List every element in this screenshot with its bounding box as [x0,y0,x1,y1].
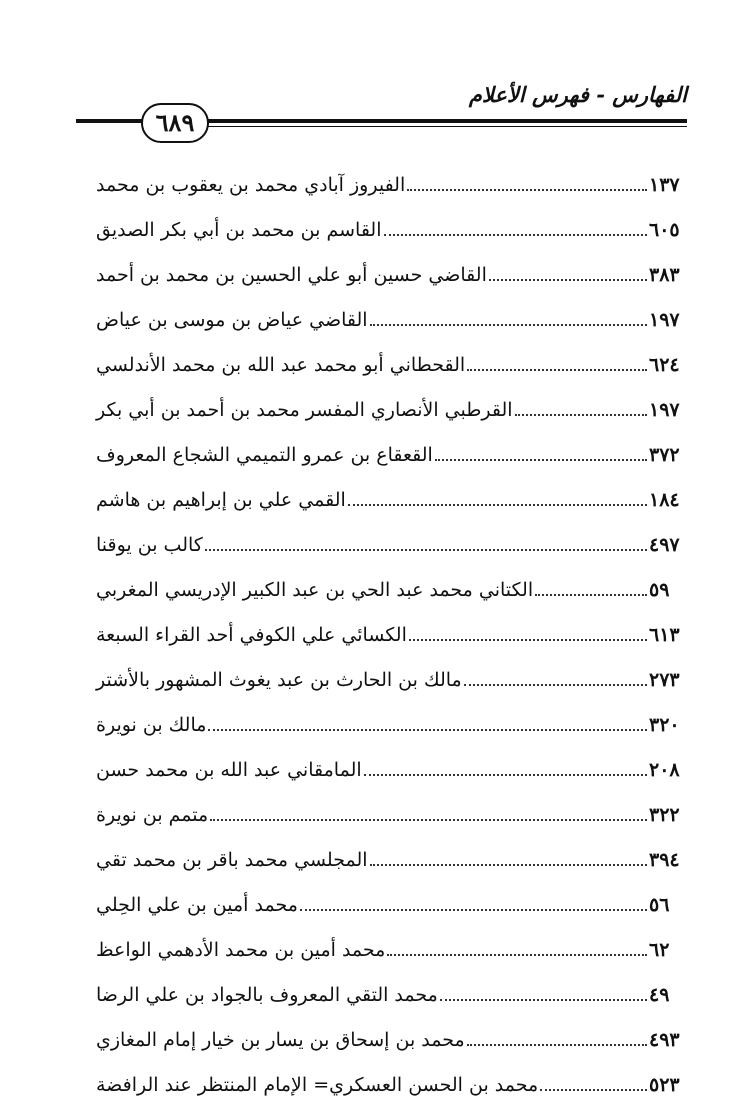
entry-name: محمد بن إسحاق بن يسار بن خيار إمام المغازي [96,1029,465,1051]
dot-leader [464,683,647,686]
entry-name: كالب بن يوقنا [96,534,203,556]
dot-leader [370,323,647,326]
entry-name: الفيروز آبادي محمد بن يعقوب بن محمد [96,174,406,196]
entry-page-number: ٦٢٤ [649,354,680,376]
entry-page-number: ٥٦ [649,894,670,916]
entry-name: محمد أمين بن علي الحِلي [96,894,298,916]
entry-name: مالك بن نويرة [96,714,207,736]
dot-leader [467,368,647,371]
entry-page-number: ١٣٧ [649,174,680,196]
entry-page-number: ٣٩٤ [649,849,680,871]
entry-page-number: ٢٧٣ [649,669,680,691]
entry-name: المامقاني عبد الله بن محمد حسن [96,759,362,781]
entry-name: الكسائي علي الكوفي أحد القراء السبعة [96,624,407,646]
entry-page-number: ١٨٤ [649,489,680,511]
index-entry [96,470,683,515]
index-entry [96,785,683,830]
dot-leader [540,1088,647,1091]
entry-page-number: ١٩٧ [649,399,680,421]
index-entry [96,515,683,560]
entry-page-number: ٦٠٥ [649,219,680,241]
dot-leader [348,503,647,506]
index-entry [96,380,683,425]
index-entry [96,605,683,650]
index-entry [96,740,683,785]
index-list [96,155,683,1100]
entry-page-number: ٣٢٢ [649,804,680,826]
entry-name: القاضي حسين أبو علي الحسين بن محمد بن أحمد [96,264,487,286]
index-entry [96,830,683,875]
entry-name: القرطبي الأنصاري المفسر محمد بن أحمد بن أبي بكر [96,399,513,421]
page-header [0,0,747,150]
entry-name: الكتاني محمد عبد الحي بن عبد الكبير الإدريسي المغربي [96,579,534,601]
entry-name: المجلسي محمد باقر بن محمد تقي [96,849,368,871]
index-entry [96,965,683,1010]
entry-page-number: ٣٨٣ [649,264,680,286]
index-entry [96,200,683,245]
entry-page-number: ٥٩ [649,579,670,601]
dot-leader [489,278,647,281]
entry-page-number: ٦١٣ [649,624,680,646]
entry-name: القاضي عياض بن موسى بن عياض [96,309,368,331]
dot-leader [300,908,647,911]
index-entry [96,560,683,605]
page-number-badge: ٦٨٩ [141,103,209,143]
dot-leader [208,728,647,731]
entry-page-number: ٣٢٠ [649,714,680,736]
index-entry [96,155,683,200]
index-entry [96,290,683,335]
entry-name: متمم بن نويرة [96,804,209,826]
entry-page-number: ٤٩٧ [649,534,680,556]
dot-leader [387,953,647,956]
index-entry [96,1010,683,1055]
entry-page-number: ٤٩٣ [649,1029,680,1051]
dot-leader [205,548,647,551]
entry-page-number: ٥٢٣ [649,1074,680,1096]
entry-name: محمد التقي المعروف بالجواد بن علي الرضا [96,984,438,1006]
entry-name: مالك بن الحارث بن عبد يغوث المشهور بالأشتر [96,669,462,691]
entry-page-number: ١٩٧ [649,309,680,331]
header-rule-thin [196,126,687,127]
dot-leader [467,1043,647,1046]
index-entry [96,1055,683,1100]
entry-name: القحطاني أبو محمد عبد الله بن محمد الأندلسي [96,354,466,376]
entry-name: محمد بن الحسن العسكري= الإمام المنتظر عند الرافضة [96,1074,539,1096]
entry-page-number: ٤٩ [649,984,670,1006]
dot-leader [515,413,647,416]
entry-page-number: ٦٢ [649,939,670,961]
dot-leader [364,773,647,776]
entry-name: محمد أمين بن محمد الأدهمي الواعظ [96,939,386,961]
index-entry [96,695,683,740]
index-entry [96,425,683,470]
running-header-title: الفهارس - فهرس الأعلام [468,82,687,107]
dot-leader [535,593,647,596]
entry-name: القاسم بن محمد بن أبي بكر الصديق [96,219,382,241]
index-entry [96,920,683,965]
dot-leader [210,818,647,821]
dot-leader [384,233,648,236]
dot-leader [440,998,647,1001]
dot-leader [435,458,647,461]
entry-page-number: ٣٧٢ [649,444,680,466]
dot-leader [407,188,647,191]
entry-name: القعقاع بن عمرو التميمي الشجاع المعروف [96,444,433,466]
index-entry [96,245,683,290]
index-entry [96,875,683,920]
dot-leader [370,863,647,866]
index-entry [96,650,683,695]
index-entry [96,335,683,380]
dot-leader [409,638,647,641]
entry-page-number: ٢٠٨ [649,759,680,781]
entry-name: القمي علي بن إبراهيم بن هاشم [96,489,346,511]
